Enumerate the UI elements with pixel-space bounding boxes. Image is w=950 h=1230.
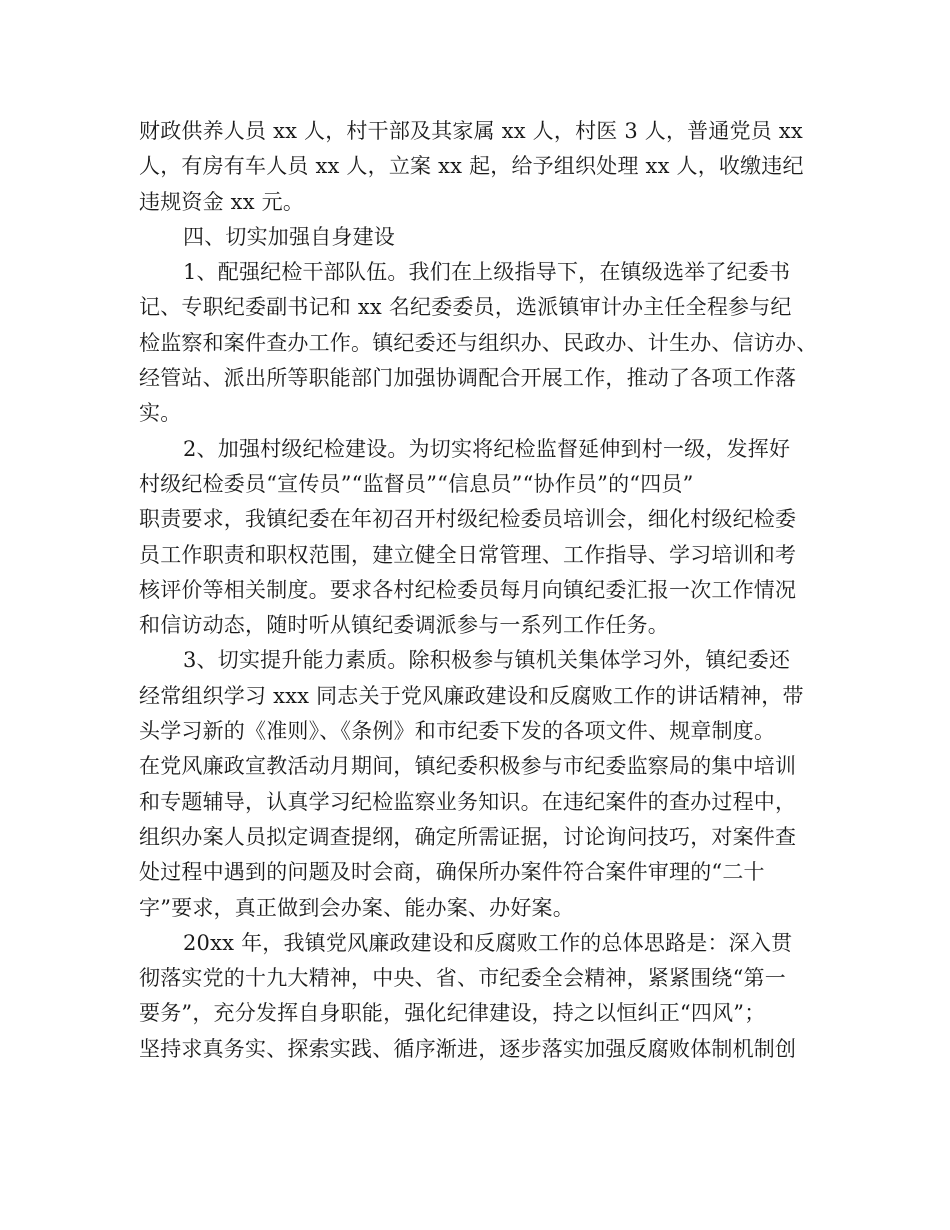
- text-line: 字”要求，真正做到会办案、能办案、办好案。: [139, 895, 574, 920]
- text-line: 实。: [139, 401, 182, 426]
- text-line: 财政供养人员 xx 人，村干部及其家属 xx 人，村医 3 人，普通党员 xx: [139, 119, 803, 143]
- text-line: 和专题辅导，认真学习纪检监察业务知识。在违纪案件的查办过程中，: [139, 789, 797, 814]
- text-line: 头学习新的《准则》、《条例》和市纪委下发的各项文件、规章制度。: [139, 719, 776, 744]
- text-line: 坚持求真务实、探索实践、循序渐进，逐步落实加强反腐败体制机制创: [139, 1036, 797, 1061]
- document-body: [139, 114, 829, 1067]
- text-line: 在党风廉政宣教活动月期间，镇纪委积极参与市纪委监察局的集中培训: [139, 754, 797, 779]
- text-line: 人，有房有车人员 xx 人，立案 xx 起，给予组织处理 xx 人，收缴违纪: [139, 154, 804, 179]
- text-line: 核评价等相关制度。要求各村纪检委员每月向镇纪委汇报一次工作情况: [139, 577, 797, 602]
- text-line: 和信访动态，随时听从镇纪委调派参与一系列工作任务。: [139, 613, 669, 638]
- text-line: 检监察和案件查办工作。镇纪委还与组织办、民政办、计生办、信访办、: [139, 330, 818, 355]
- text-line: 记、专职纪委副书记和 xx 名纪委委员，选派镇审计办主任全程参与纪: [139, 295, 792, 320]
- section-heading: 四、切实加强自身建设: [183, 224, 395, 249]
- text-line: 村级纪检委员“宣传员”“监督员”“信息员”“协作员”的“四员”: [139, 471, 694, 496]
- text-line: 组织办案人员拟定调查提纲，确定所需证据，讨论询问技巧，对案件查: [139, 824, 797, 849]
- text-line: 职责要求，我镇纪委在年初召开村级纪检委员培训会，细化村级纪检委: [139, 507, 797, 532]
- text-line: 处过程中遇到的问题及时会商，确保所办案件符合案件审理的“二十: [139, 860, 765, 885]
- text-line: 20xx 年，我镇党风廉政建设和反腐败工作的总体思路是：深入贯: [183, 930, 793, 955]
- text-line: 员工作职责和职权范围，建立健全日常管理、工作指导、学习培训和考: [139, 542, 797, 567]
- text-line: 经常组织学习 xxx 同志关于党风廉政建设和反腐败工作的讲话精神，带: [139, 683, 804, 708]
- text-line: 违规资金 xx 元。: [139, 189, 305, 214]
- text-line: 3、切实提升能力素质。除积极参与镇机关集体学习外，镇纪委还: [183, 648, 791, 673]
- text-line: 要务”，充分发挥自身职能，强化纪律建设，持之以恒纠正“四风”；: [139, 1001, 766, 1026]
- text-line: 彻落实党的十九大精神，中央、省、市纪委全会精神，紧紧围绕“第一: [139, 966, 786, 991]
- text-line: 2、加强村级纪检建设。为切实将纪检监督延伸到村一级，发挥好: [183, 436, 791, 461]
- text-line: 经管站、派出所等职能部门加强协调配合开展工作，推动了各项工作落: [139, 366, 797, 391]
- text-line: 1、配强纪检干部队伍。我们在上级指导下，在镇级选举了纪委书: [183, 260, 791, 285]
